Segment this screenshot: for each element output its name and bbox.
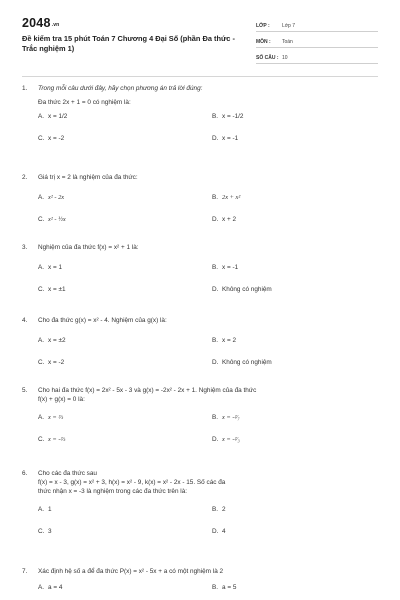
option-c[interactable]: C. x² - ½x: [38, 216, 66, 223]
option-b[interactable]: B. a = 5: [212, 584, 237, 591]
question-text: Cho các đa thức sau: [38, 470, 97, 477]
question-stem: [22, 386, 378, 404]
meta-value: Lớp 7: [282, 23, 296, 29]
answer-options: [22, 113, 378, 153]
option-c[interactable]: C. x = -⅔: [38, 436, 66, 443]
question-number: 5.: [22, 387, 28, 394]
meta-panel: [256, 18, 378, 66]
option-b[interactable]: B. 2x + x²: [212, 194, 241, 201]
logo-text: 2048: [22, 16, 51, 30]
question-text: Đa thức 2x + 1 = 0 có nghiệm là:: [38, 99, 131, 106]
meta-row-count: [256, 50, 378, 64]
question-text: Nghiệm của đa thức f(x) = x² + 1 là:: [38, 244, 139, 251]
option-a[interactable]: A. x = 1: [38, 264, 63, 271]
answer-options: [22, 584, 378, 596]
option-b[interactable]: B. x = 2: [212, 337, 237, 344]
question-stem: [22, 469, 378, 496]
question-stem: [22, 173, 378, 182]
question-text: Giá trị x = 2 là nghiệm của đa thức:: [38, 174, 138, 181]
question-4: [22, 316, 378, 377]
answer-options: [22, 506, 378, 546]
option-c[interactable]: C. x = -2: [38, 359, 65, 366]
question-text-continued: f(x) = x - 3, g(x) = x² + 3, h(x) = x² - 9, k(x) = x² - 2x - 15. Số các đa: [38, 479, 226, 486]
meta-value: Toán: [282, 39, 293, 45]
question-stem: [22, 243, 378, 252]
option-d[interactable]: D. Không có nghiệm: [212, 359, 272, 366]
meta-label: MÔN :: [256, 39, 271, 45]
meta-label: SỐ CÂU :: [256, 55, 279, 61]
option-d[interactable]: D. x = -1: [212, 135, 239, 142]
option-a[interactable]: A. x = ±2: [38, 337, 66, 344]
question-text: Xác định hệ số a để đa thức P(x) = x² - 5x + a có một nghiệm là 2: [38, 568, 224, 575]
question-number: 6.: [22, 470, 28, 477]
meta-row-subject: [256, 34, 378, 48]
question-number: 1.: [22, 85, 28, 92]
question-number: 7.: [22, 568, 28, 575]
document-header: [22, 16, 378, 74]
option-b[interactable]: B. 2: [212, 506, 226, 513]
question-instruction: Trong mỗi câu dưới đây, hãy chọn phương án trả lời đúng:: [38, 85, 203, 92]
question-number: 3.: [22, 244, 28, 251]
option-b[interactable]: B. x = -1: [212, 264, 239, 271]
question-text: Cho hai đa thức f(x) = 2x² - 5x - 3 và g(x) = -2x² - 2x + 1. Nghiệm của đa thức: [38, 387, 257, 394]
question-number: 2.: [22, 174, 28, 181]
question-stem: [22, 567, 378, 576]
option-b[interactable]: B. x = -1/2: [212, 113, 244, 120]
answer-options: [22, 414, 378, 454]
option-c[interactable]: C. x = -2: [38, 135, 65, 142]
option-a[interactable]: A. a = 4: [38, 584, 63, 591]
option-c[interactable]: C. 3: [38, 528, 52, 535]
question-1: [22, 84, 378, 153]
answer-options: [22, 337, 378, 377]
header-divider: [22, 76, 378, 77]
question-3: [22, 243, 378, 304]
question-stem: [22, 316, 378, 325]
question-7: [22, 567, 378, 596]
meta-label: LỚP :: [256, 23, 270, 29]
logo-suffix: .vn: [51, 22, 60, 28]
option-d[interactable]: D. x = -²⁄₃: [212, 436, 240, 443]
meta-value: 10: [282, 55, 288, 61]
option-b[interactable]: B. x = -²⁄₇: [212, 414, 240, 421]
question-text-continued: f(x) + g(x) = 0 là:: [38, 396, 85, 403]
option-d[interactable]: D. Không có nghiệm: [212, 286, 272, 293]
question-5: [22, 386, 378, 454]
question-text: Cho đa thức g(x) = x² - 4. Nghiệm của g(x) là:: [38, 317, 167, 324]
option-a[interactable]: A. x² - 2x: [38, 194, 65, 201]
question-number: 4.: [22, 317, 28, 324]
answer-options: [22, 194, 378, 234]
question-text-continued: thức nhận x = -3 là nghiệm trong các đa thức trên là:: [38, 488, 188, 495]
site-logo[interactable]: [22, 16, 59, 30]
question-2: [22, 173, 378, 234]
option-a[interactable]: A. x = ⅔: [38, 414, 64, 421]
document-title: Đề kiểm tra 15 phút Toán 7 Chương 4 Đại Số (phần Đa thức - Trắc nghiệm 1): [22, 34, 235, 53]
question-6: [22, 469, 378, 546]
option-d[interactable]: D. 4: [212, 528, 226, 535]
question-stem: [22, 84, 378, 107]
option-a[interactable]: A. 1: [38, 506, 52, 513]
option-d[interactable]: D. x + 2: [212, 216, 237, 223]
answer-options: [22, 264, 378, 304]
meta-row-class: [256, 18, 378, 32]
option-c[interactable]: C. x = ±1: [38, 286, 66, 293]
option-a[interactable]: A. x = 1/2: [38, 113, 68, 120]
